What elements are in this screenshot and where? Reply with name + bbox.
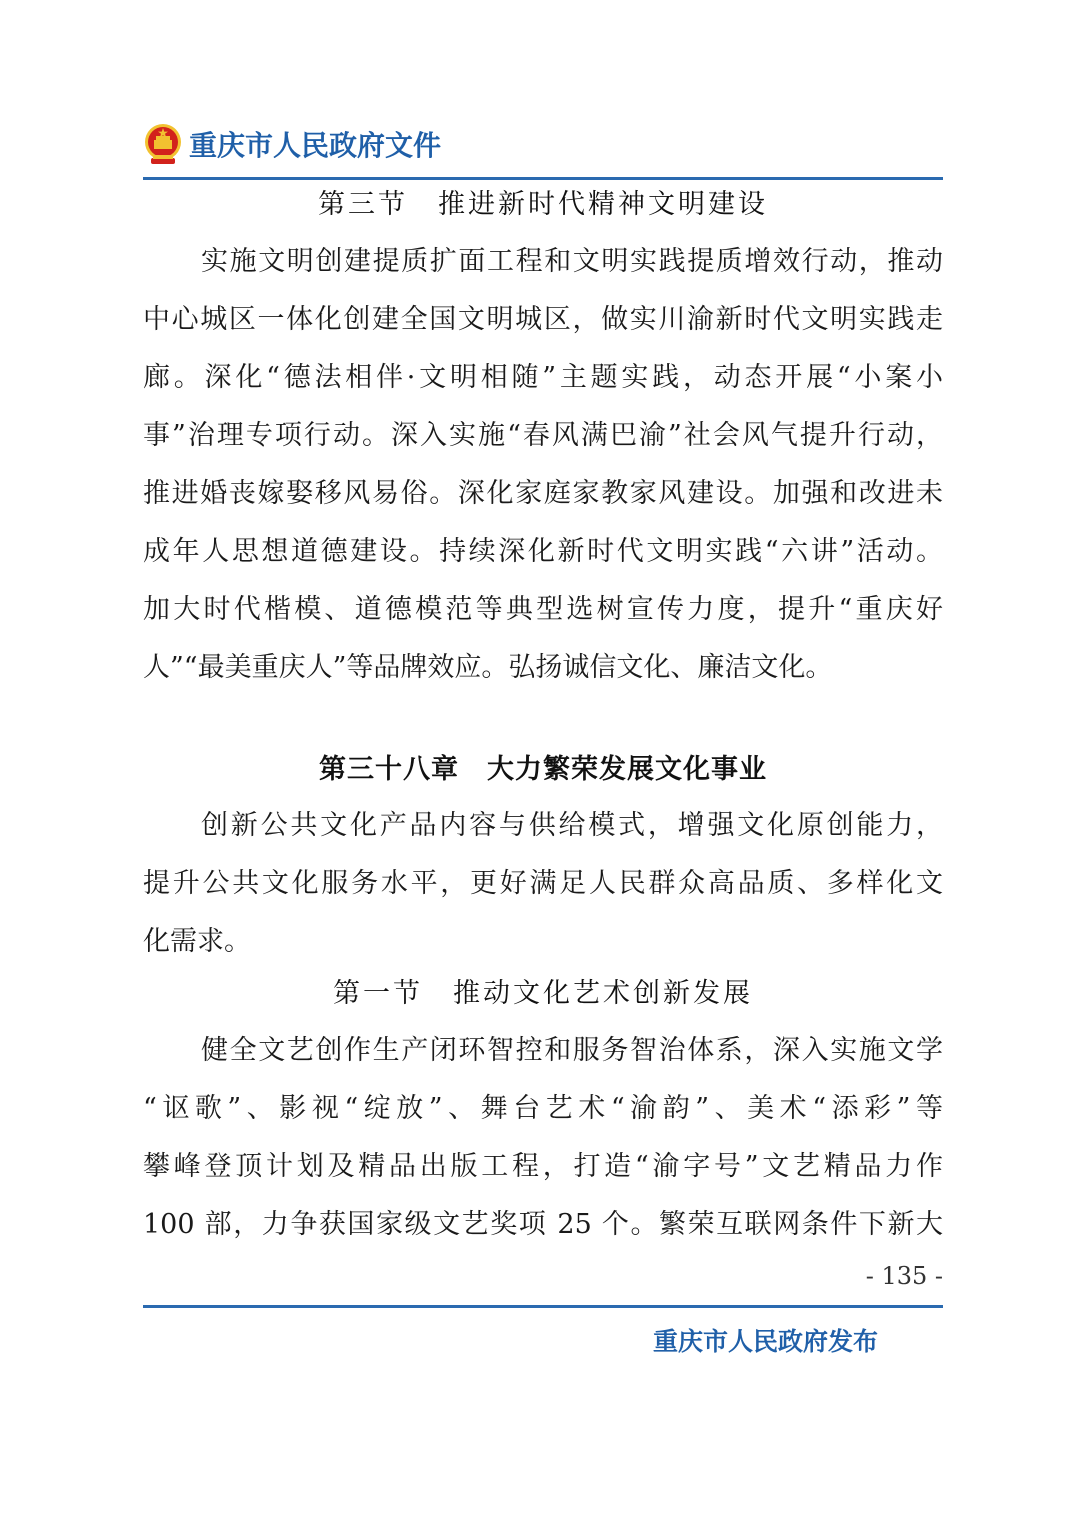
text-line: 攀峰登顶计划及精品出版工程，打造“渝字号”文艺精品力作: [143, 1151, 943, 1182]
chapter-paragraph: [143, 797, 943, 971]
text-line: 廊。深化“德法相伴·文明相随”主题实践，动态开展“小案小: [143, 362, 943, 393]
text-line: 人”“最美重庆人”等品牌效应。弘扬诚信文化、廉洁文化。: [143, 652, 833, 683]
text-line: 中心城区一体化创建全国文明城区，做实川渝新时代文明实践走: [143, 304, 943, 335]
header-divider: [143, 177, 943, 180]
text-line: 事”治理专项行动。深入实施“春风满巴渝”社会风气提升行动，: [143, 420, 943, 451]
section-heading: 第一节 推动文化艺术创新发展: [333, 978, 753, 1009]
document-header: [143, 118, 441, 170]
text-line: 创新公共文化产品内容与供给模式，增强文化原创能力，: [201, 810, 943, 841]
header-title: 重庆市人民政府文件: [189, 129, 442, 162]
text-line: 成年人思想道德建设。持续深化新时代文明实践“六讲”活动。: [143, 536, 943, 567]
text-line: 健全文艺创作生产闭环智控和服务智治体系，深入实施文学: [201, 1035, 943, 1066]
text-line: 100 部，力争获国家级文艺奖项 25 个。繁荣互联网条件下新大: [143, 1209, 943, 1240]
text-line: 化需求。: [143, 926, 251, 957]
text-line: 推进婚丧嫁娶移风易俗。深化家庭家教家风建设。加强和改进未: [143, 478, 943, 509]
text-line: “讴歌”、影视“绽放”、舞台艺术“渝韵”、美术“添彩”等: [143, 1093, 943, 1124]
footer-publisher: 重庆市人民政府发布: [652, 1327, 878, 1356]
chapter-heading: 第三十八章 大力繁荣发展文化事业: [319, 754, 767, 785]
section-paragraph: [143, 1022, 943, 1254]
section-paragraph: [143, 233, 943, 697]
text-line: 加大时代楷模、道德模范等典型选树宣传力度，提升“重庆好: [143, 594, 943, 625]
text-line: 提升公共文化服务水平，更好满足人民群众高品质、多样化文: [143, 868, 943, 899]
footer-divider: [143, 1305, 943, 1308]
page-number: - 135 -: [865, 1262, 943, 1290]
text-line: 实施文明创建提质扩面工程和文明实践提质增效行动，推动: [201, 246, 943, 277]
national-emblem-icon: [143, 122, 183, 166]
section-heading: 第三节 推进新时代精神文明建设: [318, 189, 768, 220]
